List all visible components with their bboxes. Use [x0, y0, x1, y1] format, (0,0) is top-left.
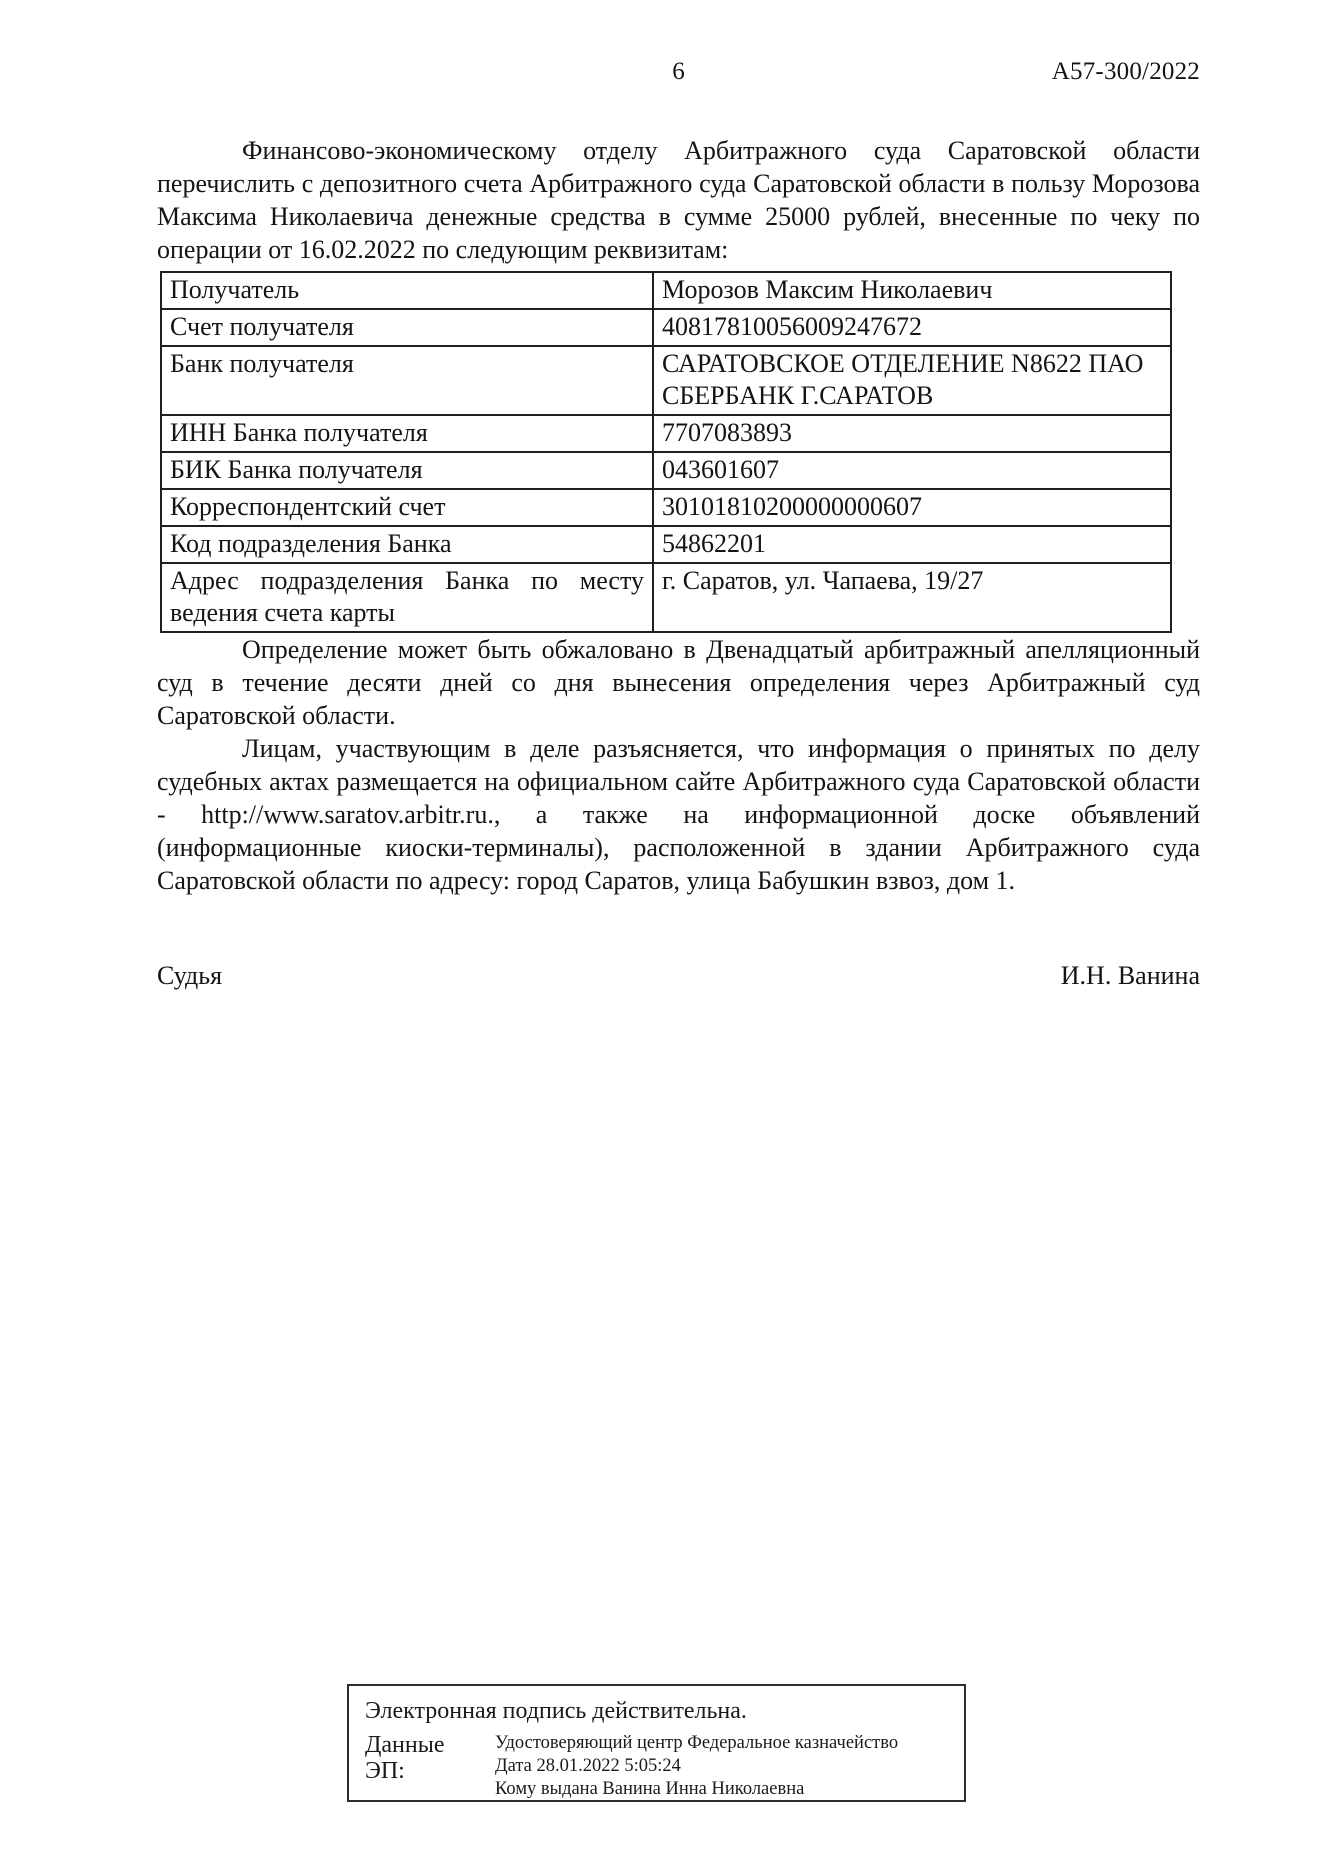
table-row-recipient: [161, 272, 1171, 309]
page-number: 6: [672, 58, 685, 85]
requisites-table: [160, 271, 1172, 633]
paragraph-appeal: Определение может быть обжаловано в Двенадцатый арбитражный апелляционный суд в течение десяти дней со дня вынесения определения через Арбитражный суд Саратовской области.: [157, 635, 1200, 730]
requisite-label: Код подразделения Банка: [161, 526, 653, 563]
signature-line: [157, 959, 1200, 992]
esig-details: [495, 1732, 898, 1801]
esig-data-label: Данные ЭП:: [365, 1732, 445, 1784]
esig-data-row: [365, 1732, 964, 1801]
requisite-label: Получатель: [161, 272, 653, 309]
requisite-value: 30101810200000000607: [653, 489, 1171, 526]
table-row-corr-account: [161, 489, 1171, 526]
requisite-label: ИНН Банка получателя: [161, 415, 653, 452]
table-row-bik: [161, 452, 1171, 489]
document-body: [157, 134, 1200, 992]
judge-label: Судья: [157, 961, 223, 990]
judge-name: И.Н. Ванина: [1060, 961, 1200, 990]
paragraph-transfer-order: Финансово-экономическому отделу Арбитражного суда Саратовской области перечислить с депозитного счета Арбитражного суда Саратовской области в пользу Морозова Максима Николаевича денежные средства в сумме 25000 рублей, внесенные по чеку по операции от 16.02.2022 по следующим реквизитам:: [157, 136, 1200, 264]
case-number: А57-300/2022: [1051, 58, 1200, 85]
requisite-label: Счет получателя: [161, 309, 653, 346]
esig-authority: Удостоверяющий центр Федеральное казначейство: [495, 1733, 899, 1753]
paragraph-info: Лицам, участвующим в деле разъясняется, что информация о принятых по делу судебных актах размещается на официальном сайте Арбитражного суда Саратовской области - http://www.saratov.arbitr.ru., а также на информационной доске объявлений (информационные киоски-терминалы), расположенной в здании Арбитражного суда Саратовской области по адресу: город Саратов, улица Бабушкин взвоз, дом 1.: [157, 734, 1200, 895]
requisite-label: БИК Банка получателя: [161, 452, 653, 489]
requisite-value: Морозов Максим Николаевич: [653, 272, 1171, 309]
requisite-label: Адрес подразделения Банка по месту ведения счета карты: [161, 563, 653, 632]
table-row-account: [161, 309, 1171, 346]
requisite-value: 7707083893: [653, 415, 1171, 452]
requisite-label: Банк получателя: [161, 346, 653, 415]
page-header: [0, 0, 1323, 92]
requisite-value: САРАТОВСКОЕ ОТДЕЛЕНИЕ N8622 ПАО СБЕРБАНК Г.САРАТОВ: [653, 346, 1171, 415]
electronic-signature-box: [347, 1684, 966, 1802]
esig-issued-to: Кому выдана Ванина Инна Николаевна: [495, 1779, 805, 1799]
table-row-inn: [161, 415, 1171, 452]
requisite-value: 54862201: [653, 526, 1171, 563]
requisite-value: г. Саратов, ул. Чапаева, 19/27: [653, 563, 1171, 632]
requisite-value: 40817810056009247672: [653, 309, 1171, 346]
requisite-label: Корреспондентский счет: [161, 489, 653, 526]
esig-valid-text: Электронная подпись действительна.: [365, 1698, 747, 1724]
requisite-value: 043601607: [653, 452, 1171, 489]
table-row-branch-address: [161, 563, 1171, 632]
esig-date: Дата 28.01.2022 5:05:24: [495, 1756, 681, 1776]
table-row-branch-code: [161, 526, 1171, 563]
table-row-bank: [161, 346, 1171, 415]
